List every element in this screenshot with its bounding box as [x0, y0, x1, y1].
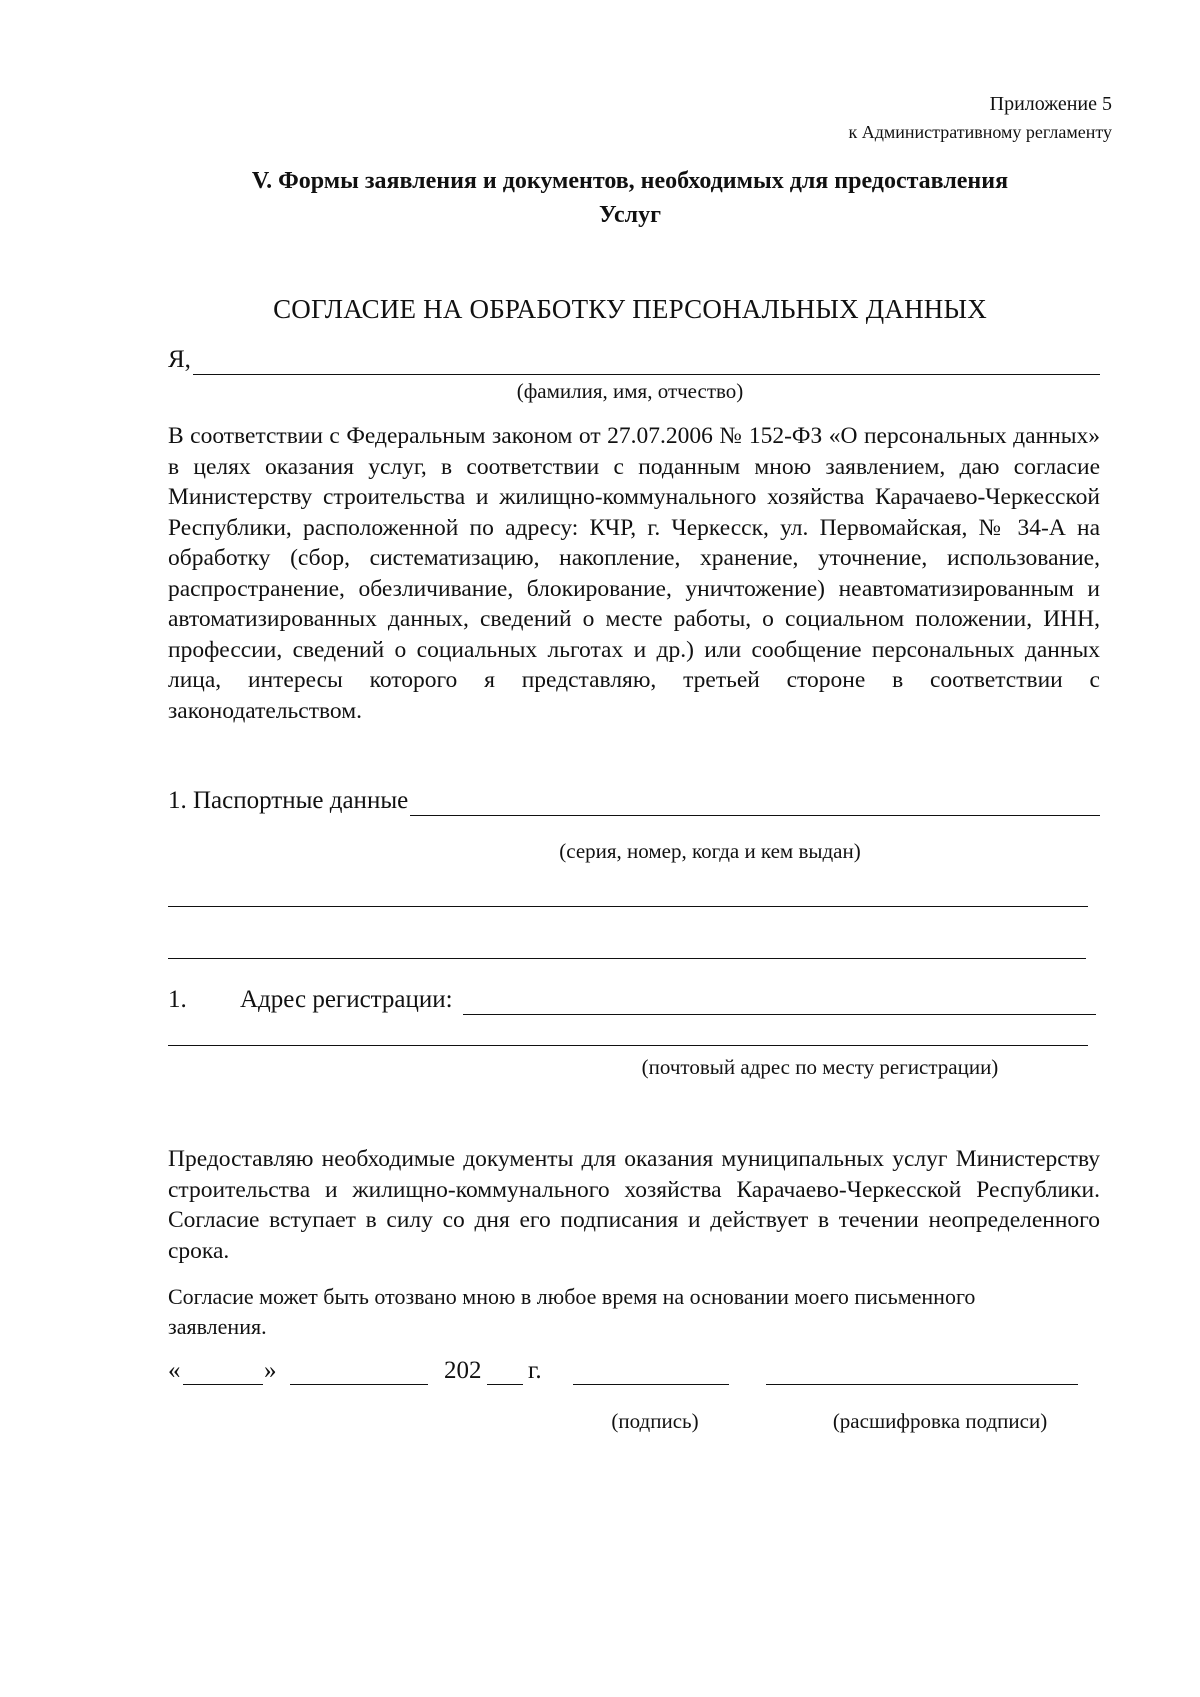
passport-extra-line-2[interactable]	[168, 958, 1086, 959]
passport-field-caption: (серия, номер, когда и кем выдан)	[559, 839, 861, 863]
address-field-number: 1.	[168, 986, 187, 1013]
revoke-line-2: заявления.	[168, 1314, 267, 1339]
date-year-prefix: 202	[444, 1357, 482, 1384]
signature-blank[interactable]	[573, 1358, 729, 1385]
address-field-blank[interactable]	[463, 988, 1096, 1015]
name-field-caption: (фамилия, имя, отчество)	[516, 379, 744, 403]
documents-paragraph: Предоставляю необходимые документы для оказания муниципальных услуг Министерству строительства и жилищно-коммунального хозяйства Карачаево-Черкесской Республики. Согласие вступает в силу со дня его подписания и действует в течении неопределенного срока.	[168, 1146, 1100, 1264]
section-title	[150, 164, 1110, 232]
signature-decoding-caption: (расшифровка подписи)	[832, 1409, 1048, 1433]
address-field-label: Адрес регистрации:	[240, 986, 453, 1013]
date-year-blank[interactable]	[487, 1358, 523, 1385]
address-extra-line[interactable]	[168, 1045, 1088, 1046]
appendix-line-1: Приложение 5	[989, 93, 1112, 115]
passport-field-row	[168, 786, 1100, 816]
signature-caption: (подпись)	[611, 1409, 699, 1433]
date-open-quote: «	[168, 1357, 181, 1384]
name-field-row	[168, 345, 1100, 375]
date-close-quote: »	[264, 1357, 277, 1384]
address-field-caption: (почтовый адрес по месту регистрации)	[641, 1055, 999, 1079]
passport-extra-line-1[interactable]	[168, 906, 1088, 907]
revoke-line-1: Согласие может быть отозвано мною в любое время на основании моего письменного	[168, 1284, 976, 1309]
section-title-line-2: Услуг	[598, 202, 662, 228]
signature-decoding-blank[interactable]	[766, 1358, 1078, 1385]
name-field-label: Я,	[168, 346, 191, 373]
date-day-blank[interactable]	[183, 1358, 263, 1385]
appendix-header	[848, 90, 1112, 146]
section-title-line-1: V. Формы заявления и документов, необходимых для предоставления	[251, 168, 1009, 194]
revoke-paragraph	[168, 1282, 1100, 1342]
consent-paragraph: В соответствии с Федеральным законом от 27.07.2006 № 152-ФЗ «О персональных данных» в целях оказания услуг, в соответствии с поданным мною заявлением, даю согласие Министерству строительства и жилищно-коммунального хозяйства Карачаево-Черкесской Республики, расположенной по адресу: КЧР, г. Черкесск, ул. Первомайская, № 34-А на обработку (сбор, систематизацию, накопление, хранение, уточнение, использование, распространение, обезличивание, блокирование, уничтожение) неавтоматизированным и автоматизированных данных, сведений о месте работы, о социальном положении, ИНН, профессии, сведений о социальных льготах и др.) или сообщение персональных данных лица, интересы которого я представляю, третьей стороне в соответствии с законодательством.	[168, 423, 1100, 724]
document-title: СОГЛАСИЕ НА ОБРАБОТКУ ПЕРСОНАЛЬНЫХ ДАННЫХ	[273, 294, 987, 324]
date-month-blank[interactable]	[290, 1358, 428, 1385]
date-year-suffix: г.	[528, 1357, 542, 1384]
passport-field-label: 1. Паспортные данные	[168, 787, 409, 814]
passport-field-blank[interactable]	[410, 789, 1100, 816]
appendix-line-2: к Административному регламенту	[848, 122, 1112, 142]
name-field-blank[interactable]	[193, 348, 1100, 375]
address-field-row	[168, 985, 1096, 1015]
